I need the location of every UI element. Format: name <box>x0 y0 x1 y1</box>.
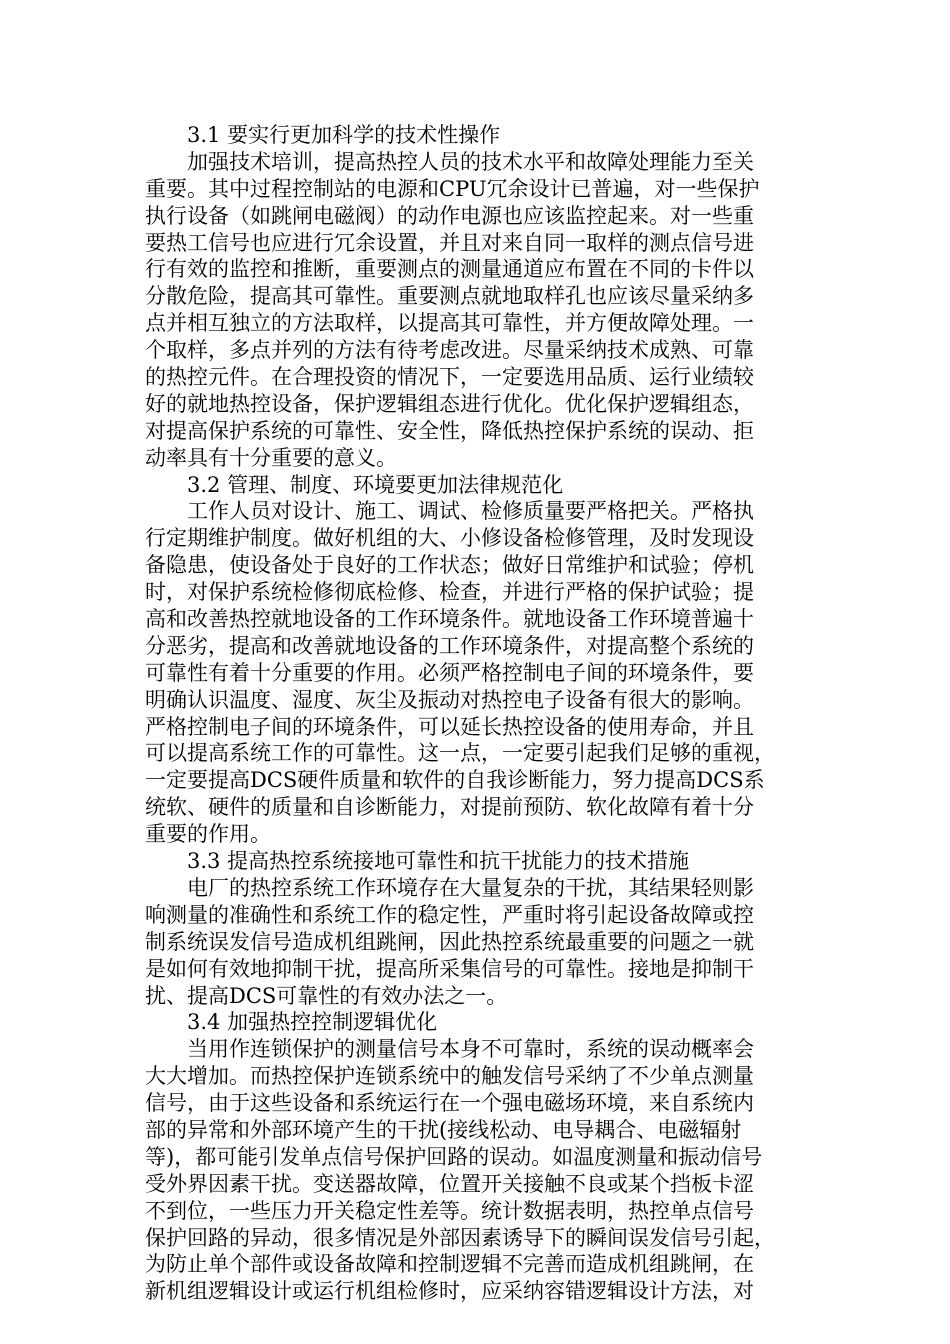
paragraph-line: 制系统误发信号造成机组跳闸，因此热控系统最重要的问题之一就 <box>145 929 754 954</box>
paragraph-line: 执行设备（如跳闸电磁阀）的动作电源也应该监控起来。对一些重 <box>145 203 754 228</box>
paragraph-line: 对提高保护系统的可靠性、安全性，降低热控保护系统的误动、拒 <box>145 418 754 443</box>
paragraph-line: 重要。其中过程控制站的电源和CPU冗余设计已普遍，对一些保护 <box>145 176 760 201</box>
paragraph-line: 分散危险，提高其可靠性。重要测点就地取样孔也应该尽量采纳多 <box>145 284 754 309</box>
paragraph-line: 行有效的监控和推断，重要测点的测量通道应布置在不同的卡件以 <box>145 257 754 282</box>
paragraph-line: 保护回路的异动，很多情况是外部因素诱导下的瞬间误发信号引起， <box>145 1225 775 1250</box>
paragraph-line: 是如何有效地抑制干扰，提高所采集信号的可靠性。接地是抑制干 <box>145 956 754 981</box>
section-3-1 <box>145 122 805 472</box>
paragraph-line: 时，对保护系统检修彻底检修、检查，并进行严格的保护试验；提 <box>145 580 754 605</box>
paragraph-line: 加强技术培训，提高热控人员的技术水平和故障处理能力至关 <box>187 149 754 174</box>
paragraph-line: 不到位，一些压力开关稳定性差等。统计数据表明，热控单点信号 <box>145 1198 754 1223</box>
paragraph-line: 信号，由于这些设备和系统运行在一个强电磁场环境，来自系统内 <box>145 1091 754 1116</box>
paragraph-line: 点并相互独立的方法取样，以提高其可靠性，并方便故障处理。一 <box>145 311 754 336</box>
paragraph-line: 部的异常和外部环境产生的干扰(接线松动、电导耦合、电磁辐射 <box>145 1117 742 1142</box>
section-heading: 3.2 管理、制度、环境要更加法律规范化 <box>187 472 564 497</box>
paragraph-line: 动率具有十分重要的意义。 <box>145 445 397 470</box>
paragraph-line: 等)，都可能引发单点信号保护回路的误动。如温度测量和振动信号 <box>145 1144 763 1169</box>
section-heading: 3.4 加强热控控制逻辑优化 <box>187 1010 438 1035</box>
paragraph-line: 工作人员对设计、施工、调试、检修质量要严格把关。严格执 <box>187 499 754 524</box>
paragraph-line: 严格控制电子间的环境条件，可以延长热控设备的使用寿命，并且 <box>145 714 754 739</box>
paragraph-line: 可靠性有着十分重要的作用。必须严格控制电子间的环境条件，要 <box>145 660 754 685</box>
paragraph-line: 行定期维护制度。做好机组的大、小修设备检修管理，及时发现设 <box>145 526 754 551</box>
paragraph-line: 的热控元件。在合理投资的情况下，一定要选用品质、运行业绩较 <box>145 365 754 390</box>
paragraph-line: 备隐患，使设备处于良好的工作状态；做好日常维护和试验；停机 <box>145 553 754 578</box>
paragraph-line: 当用作连锁保护的测量信号本身不可靠时，系统的误动概率会 <box>187 1037 754 1062</box>
paragraph-line: 一定要提高DCS硬件质量和软件的自我诊断能力，努力提高DCS系 <box>145 768 765 793</box>
paragraph-line: 扰、提高DCS可靠性的有效办法之一。 <box>145 983 508 1008</box>
paragraph-line: 统软、硬件的质量和自诊断能力，对提前预防、软化故障有着十分 <box>145 795 754 820</box>
paragraph-line: 为防止单个部件或设备故障和控制逻辑不完善而造成机组跳闸，在 <box>145 1252 754 1277</box>
section-heading: 3.1 要实行更加科学的技术性操作 <box>187 123 501 147</box>
section-heading: 3.3 提高热控系统接地可靠性和抗干扰能力的技术措施 <box>187 849 690 874</box>
paragraph-line: 高和改善热控就地设备的工作环境条件。就地设备工作环境普遍十 <box>145 607 754 632</box>
paragraph-line: 大大增加。而热控保护连锁系统中的触发信号采纳了不少单点测量 <box>145 1064 754 1089</box>
paragraph-line: 分恶劣，提高和改善就地设备的工作环境条件，对提高整个系统的 <box>145 633 754 658</box>
paragraph-line: 响测量的准确性和系统工作的稳定性，严重时将引起设备故障或控 <box>145 902 754 927</box>
paragraph-line: 好的就地热控设备，保护逻辑组态进行优化。优化保护逻辑组态， <box>145 391 754 416</box>
paragraph-line: 可以提高系统工作的可靠性。这一点，一定要引起我们足够的重视， <box>145 741 775 766</box>
section-3-2 <box>145 472 805 848</box>
paragraph-line: 新机组逻辑设计或运行机组检修时，应采纳容错逻辑设计方法，对 <box>145 1279 754 1304</box>
paragraph-line: 明确认识温度、湿度、灰尘及振动对热控电子设备有很大的影响。 <box>145 687 754 712</box>
document-body <box>145 122 805 1305</box>
paragraph-line: 要热工信号也应进行冗余设置，并且对来自同一取样的测点信号进 <box>145 230 754 255</box>
section-3-3 <box>145 848 805 1009</box>
section-3-4 <box>145 1009 805 1305</box>
paragraph-line: 重要的作用。 <box>145 822 271 847</box>
paragraph-line: 电厂的热控系统工作环境存在大量复杂的干扰，其结果轻则影 <box>187 875 754 900</box>
paragraph-line: 受外界因素干扰。变送器故障，位置开关接触不良或某个挡板卡涩 <box>145 1171 754 1196</box>
paragraph-line: 个取样，多点并列的方法有待考虑改进。尽量采纳技术成熟、可靠 <box>145 338 754 363</box>
